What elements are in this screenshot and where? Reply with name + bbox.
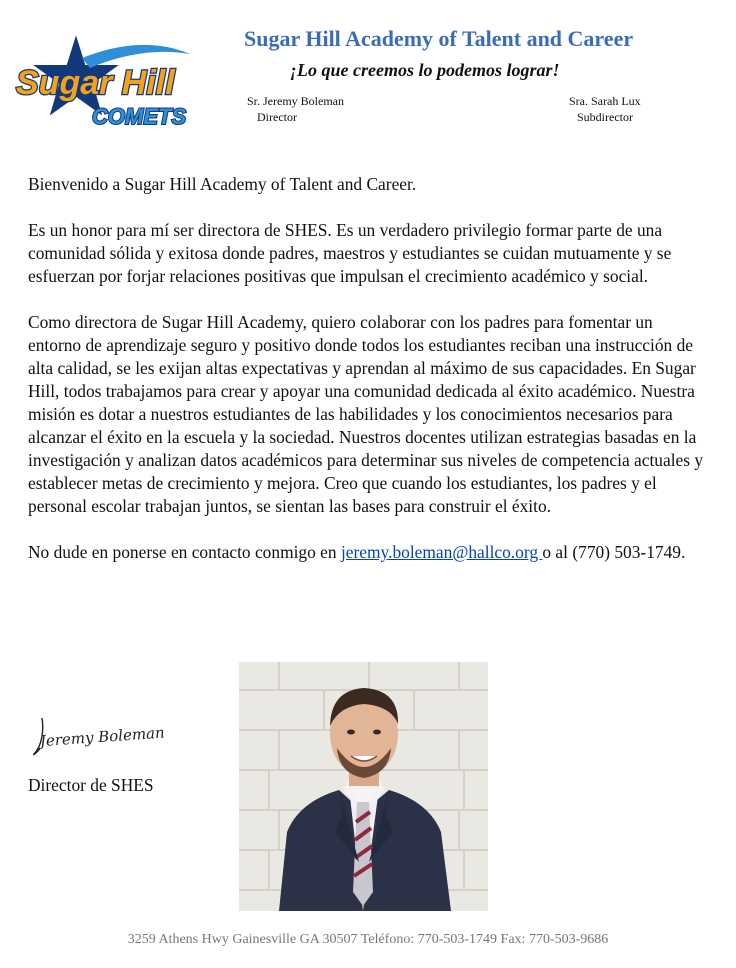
sugar-hill-comets-logo [12, 28, 192, 132]
contact-email-link[interactable]: jeremy.boleman@hallco.org [340, 542, 543, 562]
signature-text: Jeremy Boleman [39, 723, 166, 751]
letter-contact [28, 541, 708, 564]
director-block [247, 93, 344, 125]
letter-paragraph-1: Es un honor para mí ser directora de SHES. Es un verdadero privilegio formar parte de una comunidad sólida y exitosa donde padres, maestros y estudiantes se cuidan mutuamente y se esfuerzan por forjar relaciones positivas que impulsan el crecimiento académico y social. [28, 220, 672, 286]
letter-closing: Director de SHES [28, 775, 154, 795]
handwritten-signature [30, 712, 180, 760]
contact-text-before: No dude en ponerse en contacto conmigo en [28, 542, 341, 562]
subdirector-block [569, 93, 641, 125]
logo-text-comets: COMETS [92, 104, 187, 129]
logo-text-sugar-hill: Sugar Hill [16, 64, 175, 102]
director-role: Director [257, 110, 297, 124]
letter-paragraph-2: Como directora de Sugar Hill Academy, quiero colaborar con los padres para fomentar un entorno de aprendizaje seguro y positivo donde todos los estudiantes reciban una instrucción de alta calidad, se les exijan altas expectativas y aprendan al máximo de sus capacidades. En Sugar Hill, todos trabajamos para crear y apoyar una comunidad dedicada al éxito académico. Nuestra misión es dotar a nuestros estudiantes de las habilidades y los conocimientos necesarios para alcanzar el éxito en la escuela y la sociedad. Nuestros docentes utilizan estrategias basadas en la investigación y analizan datos académicos para determinar sus niveles de competencia actuales y establecer metas de crecimiento y mejora. Creo que cuando los estudiantes, los padres y el personal escolar trabajan juntos, se sientan las bases para construir el éxito. [28, 312, 704, 516]
director-portrait-icon [239, 662, 488, 911]
footer-address: 3259 Athens Hwy Gainesville GA 30507 Teléfono: 770-503-1749 Fax: 770-503-9686 [127, 932, 609, 947]
school-title: Sugar Hill Academy of Talent and Career [244, 26, 634, 51]
director-photo [239, 662, 488, 911]
letter-body [28, 173, 708, 587]
subdirector-name: Sra. Sarah Lux [569, 94, 641, 108]
subdirector-role: Subdirector [577, 110, 633, 124]
contact-text-after: o al (770) 503-1749. [542, 542, 686, 562]
director-name: Sr. Jeremy Boleman [247, 94, 344, 108]
letter-greeting: Bienvenido a Sugar Hill Academy of Talent and Career. [28, 174, 417, 194]
school-motto: ¡Lo que creemos lo podemos lograr! [290, 60, 560, 80]
